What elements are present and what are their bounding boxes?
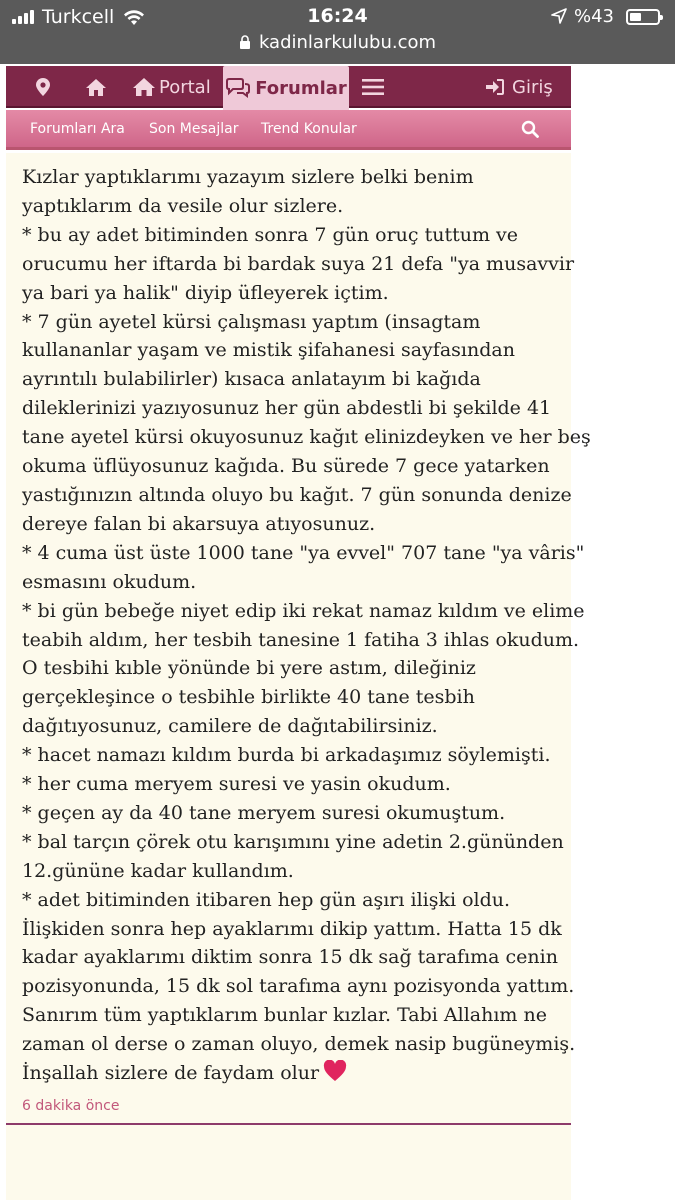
- post-line: kullananlar yaşam ve mistik şifahanesi sayfasından: [22, 339, 515, 362]
- main-nav: [6, 66, 571, 108]
- ios-top-bar: [0, 0, 675, 64]
- post-line: * bal tarçın çörek otu karışımını yine adetin 2.gününden: [22, 830, 564, 853]
- login-label: Giriş: [512, 76, 553, 98]
- menu-button[interactable]: [362, 66, 384, 108]
- home-icon: [86, 79, 106, 96]
- post-line: dereye falan bi akarsuya atıyosunuz.: [22, 512, 376, 535]
- post-line: esmasını okudum.: [22, 570, 197, 593]
- location-pin-icon: [36, 78, 50, 96]
- post-line: orucumu her iftarda bi bardak suya 21 defa "ya musavvir: [22, 252, 575, 275]
- post-line: yastığınızın altında oluyo bu kağıt. 7 gün sonunda denize: [22, 483, 572, 506]
- post-line: gerçekleşince o tesbihle birlikte 40 tane tesbih: [22, 686, 475, 709]
- status-time: 16:24: [307, 5, 368, 27]
- location-arrow-icon: [551, 8, 567, 24]
- post-body: [22, 163, 591, 1088]
- post-line: ya bari ya halik" diyip üfleyerek içtim.: [22, 281, 389, 304]
- status-bar: [0, 0, 675, 34]
- post-line: okuma üflüyosunuz kağıda. Bu sürede 7 gece yatarken: [22, 455, 550, 478]
- post-line: zaman ol derse o zaman oluyo, demek nasip bugüneymiş.: [22, 1033, 576, 1056]
- chat-bubbles-icon: [225, 78, 251, 98]
- post-line: * bu ay adet bitiminden sonra 7 gün oruç tuttum ve: [22, 223, 518, 246]
- location-button[interactable]: [36, 66, 50, 108]
- post-line: İnşallah sizlere de faydam olur: [22, 1059, 562, 1088]
- battery-icon: [626, 9, 660, 25]
- post-line: ayrıntılı bulabilirler) kısaca anlatayım bi kağıda: [22, 368, 481, 391]
- post-line: Sanırım tüm yaptıklarım bunlar kızlar. Tabi Allahım ne: [22, 1004, 547, 1027]
- post-line: yaptıklarım da vesile olur sizlere.: [22, 194, 344, 217]
- search-icon[interactable]: [521, 120, 539, 138]
- post-line: 12.gününe kadar kullandım.: [22, 859, 294, 882]
- post-line: Kızlar yaptıklarımı yazayım sizlere belki benim: [22, 166, 474, 188]
- post-line: * her cuma meryem suresi ve yasin okudum.: [22, 773, 451, 796]
- post-line: * 4 cuma üst üste 1000 tane "ya evvel" 707 tane "ya vâris": [22, 541, 585, 564]
- post-timestamp[interactable]: 6 dakika önce: [22, 1098, 120, 1114]
- post-line: teabih aldım, her tesbih tanesine 1 fatiha 3 ihlas okudum.: [22, 628, 580, 651]
- post-line: kadar ayaklarımı diktim sonra 15 dk sağ tarafıma cenin: [22, 946, 558, 969]
- lock-icon: [239, 35, 251, 49]
- forumlar-label: Forumlar: [255, 77, 347, 99]
- post-line: dağıtıyosunuz, camilere de dağıtabilirsiniz.: [22, 715, 438, 738]
- url-text: kadinlarkulubu.com: [258, 32, 437, 53]
- heart-emoji-icon: [323, 1060, 347, 1082]
- post-line: tane ayetel kürsi okuyosunuz kağıt elinizdeyken ve her beş: [22, 426, 591, 449]
- hamburger-menu-icon: [362, 79, 384, 95]
- trend-konular-link[interactable]: Trend Konular: [261, 121, 357, 137]
- forumlari-ara-link[interactable]: Forumları Ara: [30, 121, 125, 137]
- carrier-name: Turkcell: [42, 6, 115, 28]
- post-line: dileklerinizi yazıyosunuz her gün abdestli bi şekilde 41: [22, 397, 552, 420]
- forumlar-tab[interactable]: [223, 66, 349, 110]
- son-mesajlar-link[interactable]: Son Mesajlar: [149, 121, 239, 137]
- home-button[interactable]: [86, 66, 106, 108]
- post-line: pozisyonunda, 15 dk sol tarafıma aynı pozisyonda yattım.: [22, 975, 575, 998]
- next-post-area: [6, 1125, 571, 1200]
- battery-percent: %43: [574, 6, 615, 27]
- portal-link[interactable]: [133, 66, 211, 108]
- post-line: İlişkiden sonra hep ayaklarımı dikip yattım. Hatta 15 dk: [22, 917, 562, 940]
- post-line: * bi gün bebeğe niyet edip iki rekat namaz kıldım ve elime: [22, 599, 585, 622]
- login-button[interactable]: [486, 66, 553, 108]
- post-line: * hacet namazı kıldım burda bi arkadaşımız söylemişti.: [22, 744, 551, 767]
- sub-nav: [6, 110, 571, 150]
- post-line: * adet bitiminden itibaren hep gün aşırı ilişki oldu.: [22, 888, 511, 911]
- forum-post: [6, 153, 591, 1125]
- address-bar[interactable]: [0, 32, 675, 58]
- login-icon: [486, 79, 504, 95]
- post-line: * 7 gün ayetel kürsi çalışması yaptım (insagtam: [22, 310, 481, 333]
- post-line: O tesbihi kıble yönünde bi yere astım, dileğiniz: [22, 657, 476, 680]
- portal-home-icon: [133, 78, 155, 96]
- post-line: * geçen ay da 40 tane meryem suresi okumuştum.: [22, 801, 506, 824]
- portal-label: Portal: [159, 76, 211, 98]
